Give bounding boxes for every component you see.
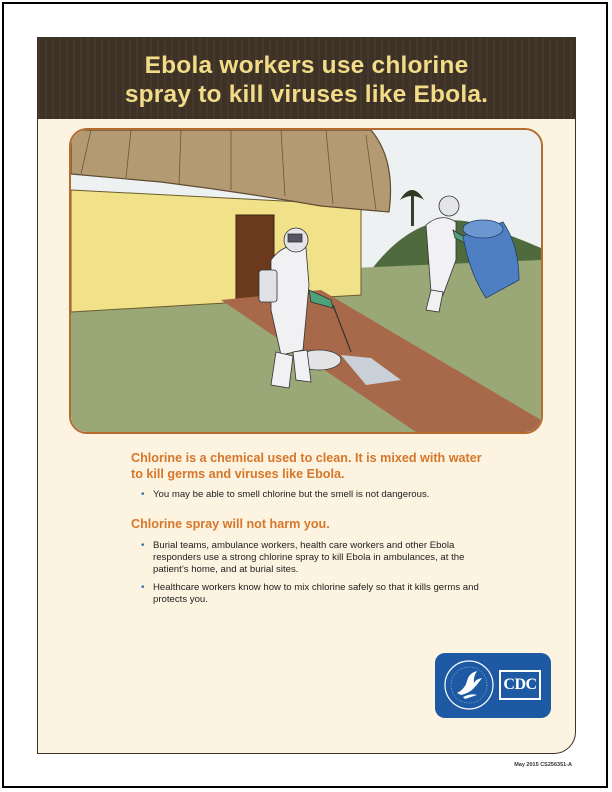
hhs-eagle-seal-icon <box>443 659 495 711</box>
poster-title <box>38 51 575 109</box>
bullet-text: You may be able to smell chlorine but the smell is not dangerous. <box>153 489 430 500</box>
bullet-icon: • <box>141 539 145 551</box>
bullet-icon: • <box>141 489 145 500</box>
bullet-text: Burial teams, ambulance workers, health care workers and other Ebola responders use a strong chlorine spray to kill Ebola in ambulances, at the patient’s home, and at burial sites. <box>153 539 465 575</box>
bullet-text: Healthcare workers know how to mix chlorine safely so that it kills germs and protects you. <box>153 581 479 605</box>
list-item <box>141 582 491 606</box>
header-band <box>38 38 575 119</box>
content <box>131 451 491 612</box>
section2-bullets <box>131 540 491 606</box>
title-line-2: spray to kill viruses like Ebola. <box>124 81 489 108</box>
publication-code: May 2015 CS256351-A <box>514 762 572 768</box>
illustration-scene <box>71 130 541 432</box>
section1-bullets <box>131 489 491 501</box>
cdc-wordmark: CDC <box>499 670 541 700</box>
poster <box>37 37 576 754</box>
section2-heading: Chlorine spray will not harm you. <box>131 517 330 531</box>
title-line-1: Ebola workers use chlorine <box>144 52 469 79</box>
list-item <box>141 540 491 576</box>
illustration-chlorine-spraying <box>69 128 543 434</box>
list-item <box>141 489 491 501</box>
hhs-cdc-logo <box>435 653 551 718</box>
bullet-icon: • <box>141 581 145 593</box>
section1-heading: Chlorine is a chemical used to clean. It is mixed with water to kill germs and viruses like Ebola. <box>131 451 482 481</box>
